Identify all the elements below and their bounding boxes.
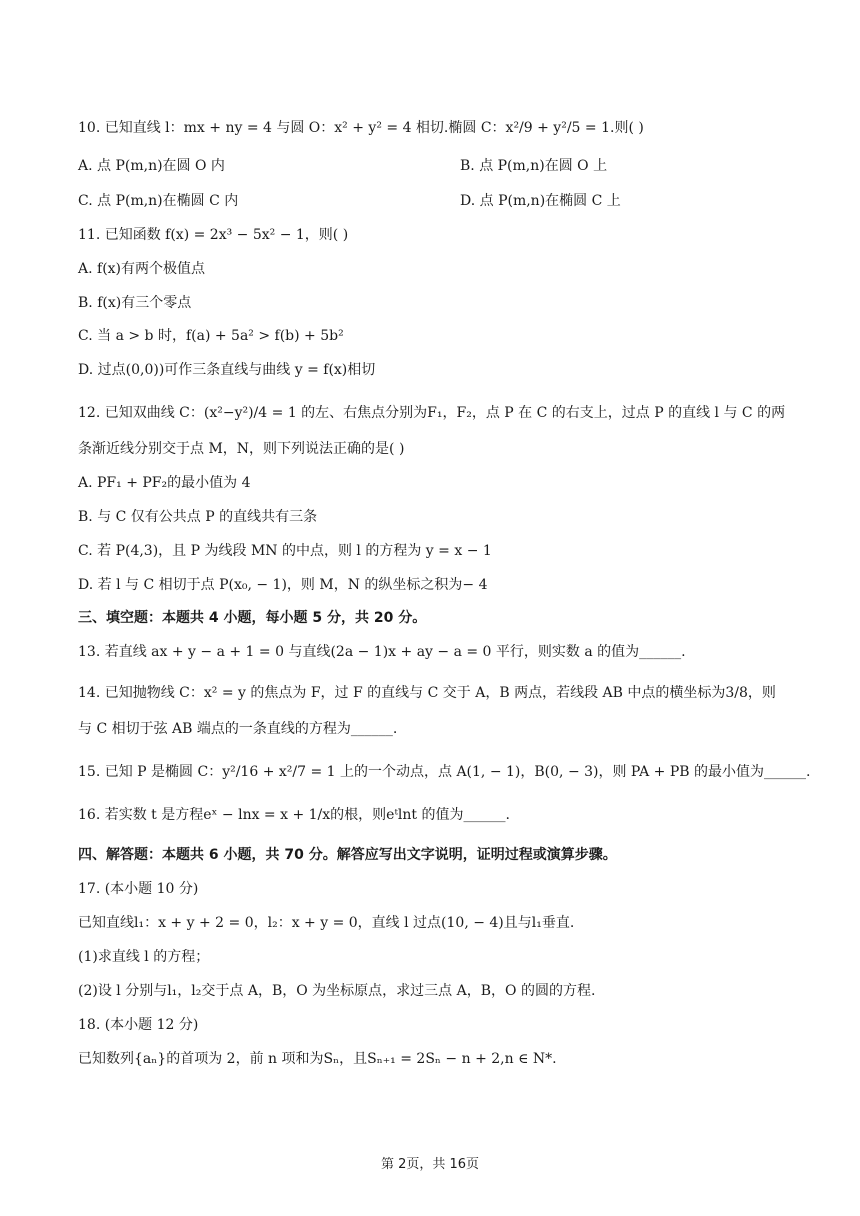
question-14: 14. 已知抛物线 C：x² = y 的焦点为 F，过 F 的直线与 C 交于 A，B 两点，若线段 AB 中点的横坐标为3/8，则 bbox=[78, 685, 776, 701]
option-10c: C. 点 P(m,n)在椭圆 C 内 bbox=[78, 193, 239, 209]
question-10-row1 bbox=[78, 156, 800, 176]
section-4-heading: 四、解答题：本题共 6 小题，共 70 分。解答应写出文字说明，证明过程或演算步骤。 bbox=[78, 847, 617, 863]
question-18: 18. (本小题 12 分) bbox=[78, 1017, 199, 1033]
question-18-stem: 已知数列{aₙ}的首项为 2，前 n 项和为Sₙ，且Sₙ₊₁ = 2Sₙ − n + 2,n ∈ N*. bbox=[78, 1051, 557, 1067]
page-footer: 第 2页，共 16页 bbox=[380, 1157, 480, 1172]
option-11c: C. 当 a > b 时，f(a) + 5a² > f(b) + 5b² bbox=[78, 328, 344, 344]
option-12b: B. 与 C 仅有公共点 P 的直线共有三条 bbox=[78, 509, 318, 525]
question-17: 17. (本小题 10 分) bbox=[78, 881, 199, 897]
option-11b: B. f(x)有三个零点 bbox=[78, 295, 192, 311]
question-13: 13. 若直线 ax + y − a + 1 = 0 与直线(2a − 1)x + ay − a = 0 平行，则实数 a 的值为______. bbox=[78, 644, 686, 660]
option-10b: B. 点 P(m,n)在圆 O 上 bbox=[460, 158, 608, 174]
option-12c: C. 若 P(4,3)，且 P 为线段 MN 的中点，则 l 的方程为 y = x − 1 bbox=[78, 543, 492, 559]
question-12: 12. 已知双曲线 C：(x²−y²)/4 = 1 的左、右焦点分别为F₁，F₂，点 P 在 C 的右支上，过点 P 的直线 l 与 C 的两 bbox=[78, 405, 786, 421]
option-11a: A. f(x)有两个极值点 bbox=[78, 261, 206, 277]
option-10a: A. 点 P(m,n)在圆 O 内 bbox=[78, 158, 225, 174]
question-11: 11. 已知函数 f(x) = 2x³ − 5x² − 1，则( ) bbox=[78, 227, 349, 243]
option-10d: D. 点 P(m,n)在椭圆 C 上 bbox=[460, 193, 621, 209]
question-17-part2: (2)设 l 分别与l₁，l₂交于点 A，B，O 为坐标原点，求过三点 A，B，O 的圆的方程. bbox=[78, 983, 596, 999]
option-11d: D. 过点(0,0))可作三条直线与曲线 y = f(x)相切 bbox=[78, 362, 376, 378]
option-12d: D. 若 l 与 C 相切于点 P(x₀, − 1)，则 M，N 的纵坐标之积为− 4 bbox=[78, 577, 488, 593]
question-17-part1: (1)求直线 l 的方程； bbox=[78, 949, 210, 965]
question-12-cont: 条渐近线分别交于点 M，N，则下列说法正确的是( ) bbox=[78, 441, 405, 457]
question-14-cont: 与 C 相切于弦 AB 端点的一条直线的方程为______. bbox=[78, 721, 398, 737]
question-10-row2 bbox=[78, 191, 800, 211]
question-15: 15. 已知 P 是椭圆 C：y²/16 + x²/7 = 1 上的一个动点，点 A(1, − 1)，B(0, − 3)，则 PA + PB 的最小值为______. bbox=[78, 764, 811, 780]
question-10: 10. 已知直线 l：mx + ny = 4 与圆 O：x² + y² = 4 相切.椭圆 C：x²/9 + y²/5 = 1.则( ) bbox=[78, 120, 644, 136]
option-12a: A. PF₁ + PF₂的最小值为 4 bbox=[78, 475, 251, 491]
question-16: 16. 若实数 t 是方程eˣ − lnx = x + 1/x的根，则eᵗlnt 的值为______. bbox=[78, 807, 510, 823]
question-17-stem: 已知直线l₁：x + y + 2 = 0，l₂：x + y = 0，直线 l 过点(10, − 4)且与l₁垂直. bbox=[78, 915, 575, 931]
section-3-heading: 三、填空题：本题共 4 小题，每小题 5 分，共 20 分。 bbox=[78, 610, 427, 626]
